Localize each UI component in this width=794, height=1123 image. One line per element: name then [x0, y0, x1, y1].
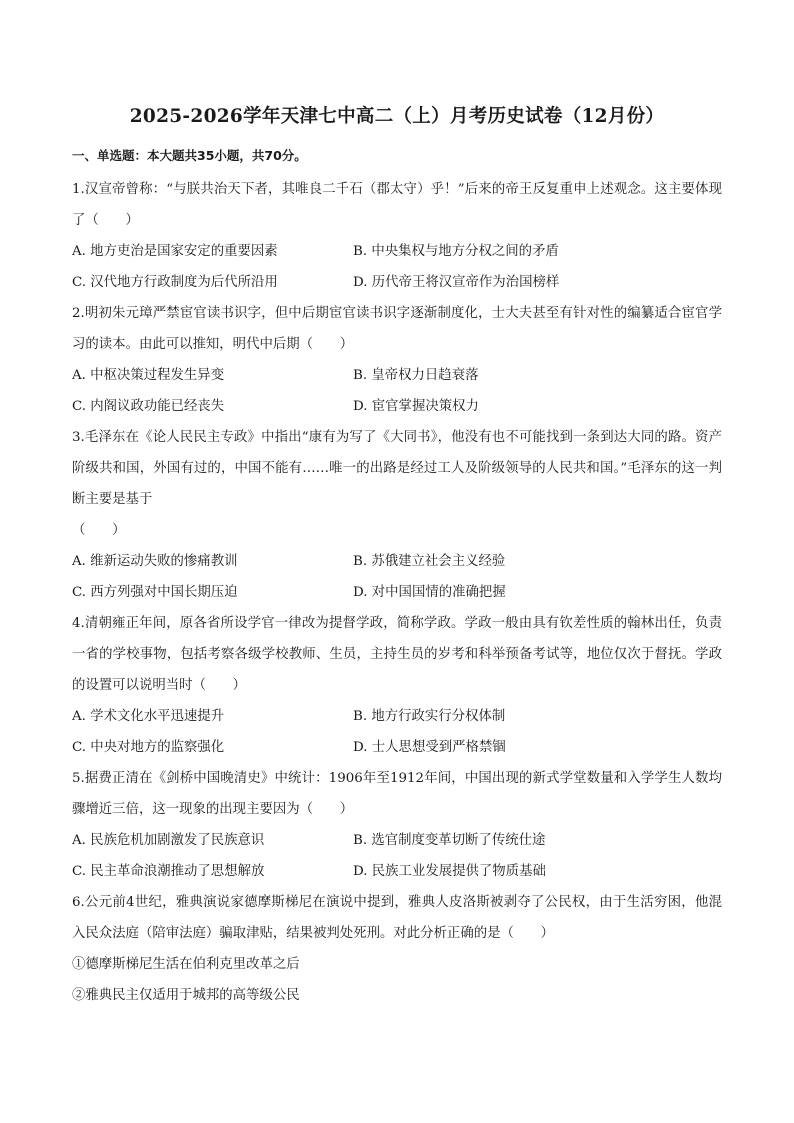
question-2: [72, 298, 722, 422]
answer-blank: （ ）: [72, 523, 126, 538]
option-b: B. 皇帝权力日趋衰落: [353, 368, 479, 383]
question-stem: 4.清朝雍正年间，原各省所设学官一律改为提督学政，简称学政。学政一般由具有钦差性质的翰林出任，负责一省的学校事物，包括考察各级学校教师、生员，主持生员的岁考和科举预备考试等，地位仅次于督抚。学政的设置可以说明当时（ ）: [72, 616, 722, 693]
question-stem: 6.公元前4世纪，雅典演说家德摩斯梯尼在演说中提到，雅典人皮洛斯被剥夺了公民权，由于生活穷困，他混入民众法庭（陪审法庭）骗取津贴，结果被判处死刑。对此分析正确的是（ ）: [72, 895, 722, 941]
option-d: D. 历代帝王将汉宣帝作为治国榜样: [353, 275, 560, 290]
option-d: D. 宦官掌握决策权力: [353, 399, 479, 414]
question-5: [72, 763, 722, 887]
option-row: [72, 732, 722, 763]
option-a: A. 中枢决策过程发生异变: [72, 368, 225, 383]
question-stem: 2.明初朱元璋严禁宦官读书识字，但中后期宦官读书识字逐渐制度化，士大夫甚至有针对性的编纂适合宦官学习的读本。由此可以推知，明代中后期（ ）: [72, 306, 722, 352]
option-a: A. 民族危机加剧激发了民族意识: [72, 833, 265, 848]
option-a: A. 维新运动失败的惨痛教训: [72, 554, 238, 569]
statement-item: ①德摩斯梯尼生活在伯利克里改革之后: [72, 957, 300, 972]
option-row: [72, 546, 722, 577]
option-c: C. 民主革命浪潮推动了思想解放: [72, 864, 265, 879]
question-4: [72, 608, 722, 763]
question-stem: 3.毛泽东在《论人民民主专政》中指出“康有为写了《大同书》，他没有也不可能找到一条到达大同的路。资产阶级共和国，外国有过的，中国不能有……唯一的出路是经过工人及阶级领导的人民共和国。”毛泽东的这一判断主要是基于: [72, 430, 722, 507]
option-row: [72, 360, 722, 391]
option-row: [72, 577, 722, 608]
option-row: [72, 236, 722, 267]
section-heading: 一、单选题：本大题共35小题，共70分。: [72, 148, 307, 163]
option-c: C. 西方列强对中国长期压迫: [72, 585, 238, 600]
question-list: [72, 174, 722, 1011]
option-row: [72, 825, 722, 856]
option-d: D. 民族工业发展提供了物质基础: [353, 864, 546, 879]
option-a: A. 地方吏治是国家安定的重要因素: [72, 244, 278, 259]
option-row: [72, 267, 722, 298]
question-stem: 1.汉宣帝曾称：“与朕共治天下者，其唯良二千石（郡太守）乎！”后来的帝王反复重申上述观念。这主要体现了（ ）: [72, 182, 722, 228]
option-c: C. 中央对地方的监察强化: [72, 740, 225, 755]
option-row: [72, 391, 722, 422]
statement-item: ②雅典民主仅适用于城邦的高等级公民: [72, 988, 300, 1003]
option-b: B. 地方行政实行分权体制: [353, 709, 506, 724]
question-stem: 5.据费正清在《剑桥中国晚清史》中统计：1906年至1912年间，中国出现的新式学堂数量和入学学生人数均骤增近三倍，这一现象的出现主要因为（ ）: [72, 771, 722, 817]
exam-title: 2025-2026学年天津七中高二（上）月考历史试卷（12月份）: [129, 106, 665, 127]
option-c: C. 汉代地方行政制度为后代所沿用: [72, 275, 278, 290]
option-b: B. 选官制度变革切断了传统仕途: [353, 833, 546, 848]
option-b: B. 苏俄建立社会主义经验: [353, 554, 506, 569]
question-3: [72, 422, 722, 608]
option-d: D. 士人思想受到严格禁锢: [353, 740, 506, 755]
question-1: [72, 174, 722, 298]
option-row: [72, 856, 722, 887]
option-d: D. 对中国国情的准确把握: [353, 585, 506, 600]
option-a: A. 学术文化水平迅速提升: [72, 709, 225, 724]
option-row: [72, 701, 722, 732]
question-6: [72, 887, 722, 1011]
option-b: B. 中央集权与地方分权之间的矛盾: [353, 244, 559, 259]
option-c: C. 内阁议政功能已经丧失: [72, 399, 225, 414]
